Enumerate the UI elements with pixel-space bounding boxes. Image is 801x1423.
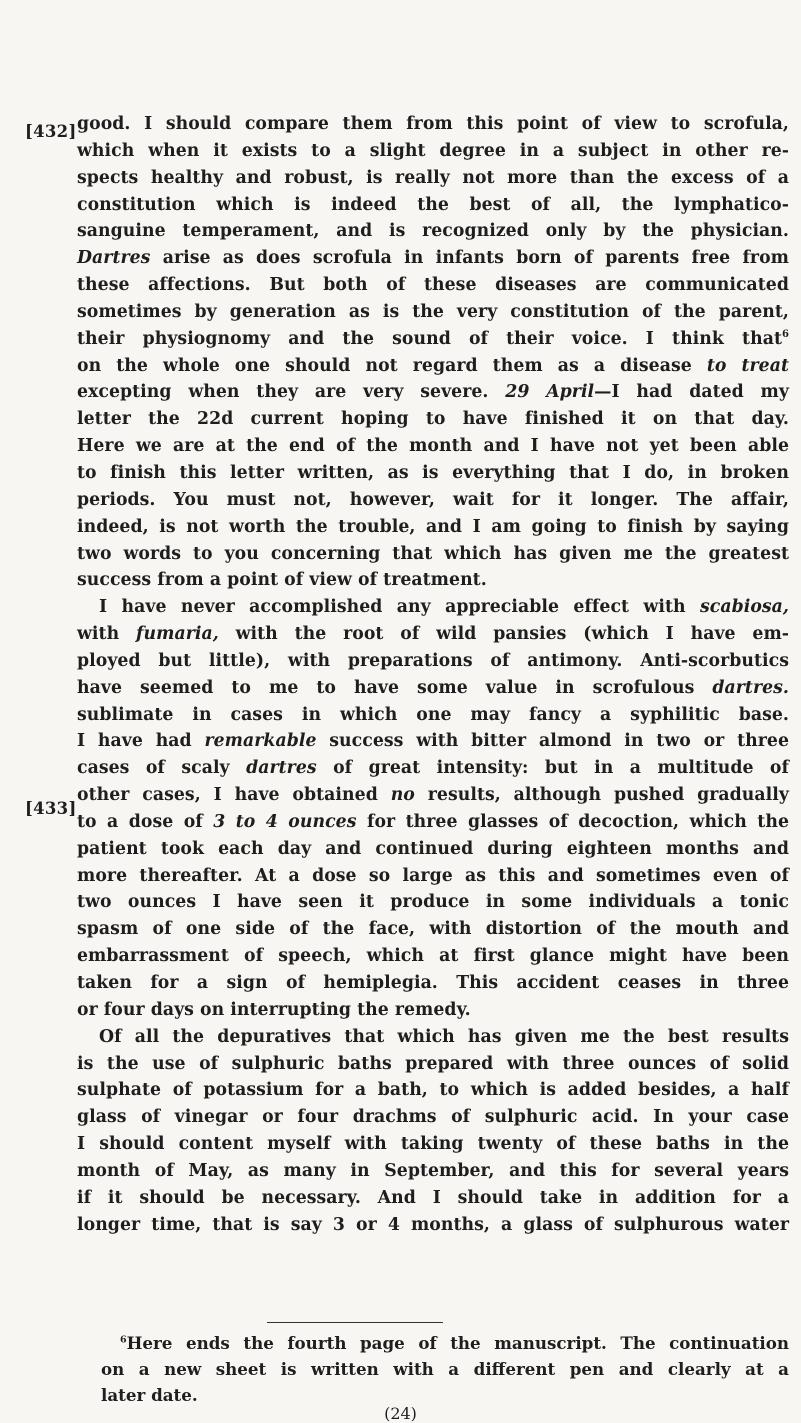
text-run: with the root of wild pansies (which I have em-	[218, 624, 790, 645]
text-line	[77, 728, 789, 755]
text-line: constitution which is indeed the best of all, the lymphatico-	[77, 194, 789, 215]
text-line: spasm of one side of the face, with distortion of the mouth and	[77, 919, 789, 940]
italic-term: to treat	[706, 355, 789, 376]
text-line	[77, 782, 789, 809]
italic-term: Dartres	[77, 248, 151, 269]
text-line: Here we are at the end of the month and I have not yet been able	[77, 436, 789, 457]
text-run: —I had dated my	[594, 382, 789, 403]
text-line: two words to you concerning that which has given me the greatest	[77, 543, 789, 564]
text-line: spects healthy and robust, is really not more than the excess of a	[77, 167, 789, 188]
text-run: arise as does scrofula in infants born of parents free from	[150, 248, 789, 269]
text-run: results, although pushed gradually	[414, 785, 789, 806]
text-run: with	[77, 624, 137, 645]
footnote-line: on a new sheet is written with a different pen and clearly at a	[101, 1359, 789, 1379]
text-run: Here ends the fourth page of the manuscript. The continuation	[126, 1333, 789, 1353]
text-line: two ounces I have seen it produce in some individuals a tonic	[77, 892, 789, 913]
text-line: which when it exists to a slight degree in a subject in other re-	[77, 140, 789, 161]
text-run: of great intensity: but in a multitude of	[316, 758, 789, 779]
page-reference-432: [432]	[25, 122, 77, 141]
italic-term: dartres.	[712, 677, 789, 698]
page-reference-433: [433]	[25, 799, 77, 818]
text-line	[77, 621, 789, 648]
text-line: taken for a sign of hemiplegia. This accident ceases in three	[77, 973, 789, 993]
text-line: is the use of sulphuric baths prepared with three ounces of solid	[77, 1053, 789, 1074]
text-line: to finish this letter written, as is everything that I do, in broken	[77, 462, 789, 483]
text-run: success with bitter almond in two or three	[316, 731, 790, 752]
text-line: longer time, that is say 3 or 4 months, a glass of sulphurous water	[77, 1214, 789, 1235]
text-line: I should content myself with taking twenty of these baths in the	[77, 1134, 789, 1155]
text-line	[77, 379, 789, 406]
italic-term: no	[390, 785, 415, 806]
text-run: to a dose of	[77, 811, 214, 832]
footnote-divider	[267, 1322, 443, 1323]
footnote-reference: 6	[781, 328, 789, 340]
text-line	[77, 755, 789, 782]
text-line	[77, 245, 789, 272]
text-line	[77, 353, 789, 380]
text-run: I have had	[77, 731, 205, 752]
footnote-line: later date.	[101, 1385, 198, 1405]
text-run: cases of scaly	[77, 758, 247, 779]
text-line	[77, 809, 789, 836]
text-line: patient took each day and continued during eighteen months and	[77, 838, 789, 859]
text-line	[77, 675, 789, 702]
text-line: or four days on interrupting the remedy.	[77, 999, 471, 1020]
page-number: (24)	[384, 1404, 417, 1423]
italic-term: dartres	[246, 758, 317, 779]
text-line: sulphate of potassium for a bath, to which is added besides, a half	[77, 1080, 789, 1101]
text-line: these affections. But both of these diseases are communicated	[77, 275, 789, 296]
text-line: more thereafter. At a dose so large as this and sometimes even of	[77, 865, 789, 886]
text-line: sanguine temperament, and is recognized only by the physician.	[77, 221, 789, 242]
text-run: have seemed to me to have some value in scrofulous	[77, 677, 713, 698]
text-run: for three glasses of decoction, which the	[356, 811, 789, 832]
italic-date: 29 April	[505, 382, 595, 403]
text-line: sublimate in cases in which one may fancy a syphilitic base.	[77, 704, 789, 725]
text-line: Of all the depuratives that which has given me the best results	[99, 1026, 789, 1047]
text-line	[77, 326, 789, 353]
footnote-line	[101, 1330, 789, 1356]
text-line: month of May, as many in September, and this for several years	[77, 1160, 789, 1181]
footnote-marker: 6	[120, 1334, 127, 1346]
text-line: good. I should compare them from this point of view to scrofula,	[77, 114, 789, 134]
text-line: glass of vinegar or four drachms of sulphuric acid. In your case	[77, 1107, 789, 1128]
italic-term: scabiosa,	[699, 597, 789, 618]
text-line: letter the 22d current hoping to have finished it on that day.	[77, 409, 789, 430]
text-run: I have never accomplished any appreciable effect with	[99, 597, 700, 618]
text-run: on the whole one should not regard them as a disease	[77, 355, 707, 376]
italic-term: fumaria,	[136, 624, 219, 645]
text-line: periods. You must not, however, wait for it longer. The affair,	[77, 489, 789, 510]
footnote	[101, 1330, 789, 1408]
text-line: success from a point of view of treatment.	[77, 570, 487, 591]
text-run: excepting when they are very severe.	[77, 382, 506, 403]
text-line: sometimes by generation as is the very constitution of the parent,	[77, 301, 789, 322]
text-line	[77, 594, 789, 621]
italic-term: remarkable	[204, 731, 317, 752]
text-line: ployed but little), with preparations of antimony. Anti-scorbutics	[77, 650, 789, 671]
text-line: if it should be necessary. And I should take in addition for a	[77, 1187, 789, 1208]
text-run: other cases, I have obtained	[77, 785, 391, 806]
italic-dose: 3 to 4 ounces	[213, 811, 357, 832]
main-text	[77, 111, 789, 1238]
text-line: embarrassment of speech, which at first glance might have been	[77, 946, 789, 967]
text-line: indeed, is not worth the trouble, and I am going to finish by saying	[77, 516, 789, 537]
text-run: their physiognomy and the sound of their voice. I think that	[77, 328, 782, 349]
